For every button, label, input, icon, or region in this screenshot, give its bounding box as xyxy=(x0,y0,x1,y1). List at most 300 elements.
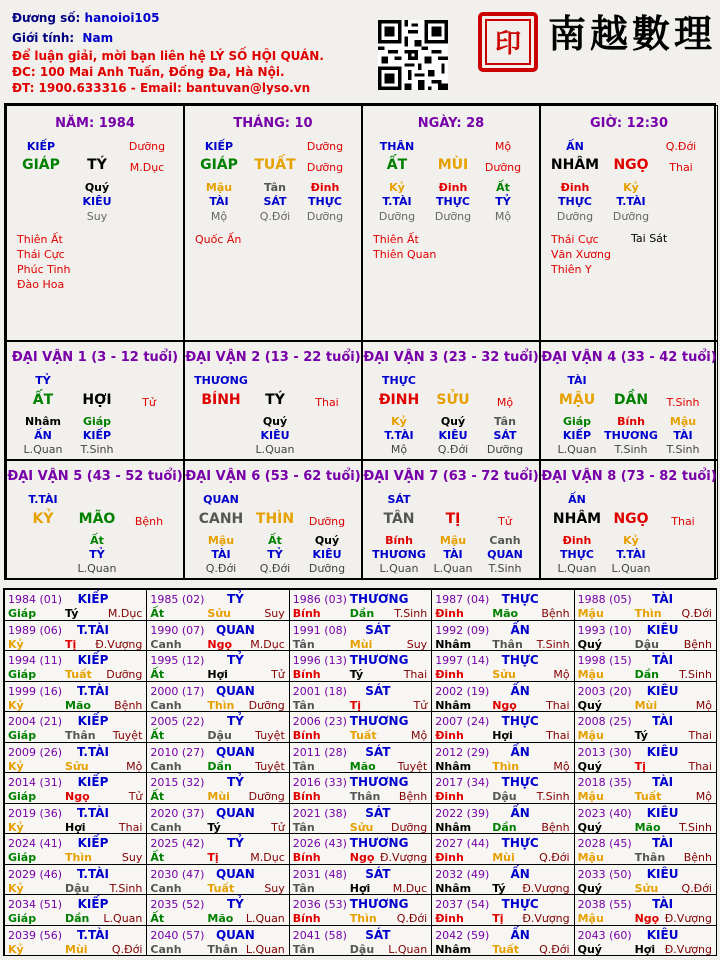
year-cell xyxy=(146,803,289,835)
hidden-stage: Dưỡng xyxy=(612,210,650,223)
year-label: 1996 (13) xyxy=(292,654,347,667)
dai-van-stage: Dưỡng xyxy=(308,515,346,528)
year-ten-god: THƯƠNG xyxy=(349,653,409,667)
year-cell xyxy=(4,620,147,652)
year-ten-god: QUAN xyxy=(215,683,255,698)
hidden-stage: Dưỡng xyxy=(378,210,416,223)
dai-van-chi: SỬU xyxy=(436,392,470,408)
dai-van-title: ĐẠI VẬN 7 (63 - 72 tuổi) xyxy=(363,469,539,484)
year-can: Tân xyxy=(292,637,315,651)
year-cell xyxy=(4,650,147,682)
year-stage: Bệnh xyxy=(541,607,570,620)
year-stage: Mộ xyxy=(410,729,428,742)
year-can: Nhâm xyxy=(435,881,472,895)
dai-van-ten-god: QUAN xyxy=(203,493,239,506)
hidden-stage: Dưỡng xyxy=(486,443,524,456)
year-cell xyxy=(146,894,289,926)
pillar-title: GIỜ: 12:30 xyxy=(590,116,668,131)
year-ten-god: SÁT xyxy=(365,927,391,942)
year-can: Đinh xyxy=(435,668,464,681)
hidden-stem: Canh xyxy=(489,534,521,547)
year-can: Đinh xyxy=(435,790,464,803)
hidden-stem: Mậu xyxy=(207,534,235,547)
hidden-stem: Giáp xyxy=(82,415,112,428)
year-ten-god: KIÊU xyxy=(646,683,679,698)
hidden-stage: L.Quan xyxy=(433,562,473,575)
year-label: 2018 (35) xyxy=(577,776,632,789)
year-stage: Thai xyxy=(118,820,143,834)
year-can: Tân xyxy=(292,820,315,834)
hidden-stage: T.Sinh xyxy=(488,562,522,575)
year-can: Quý xyxy=(577,820,602,834)
year-label: 2043 (60) xyxy=(577,928,632,942)
year-can: Bính xyxy=(292,668,321,681)
year-stage: M.Dục xyxy=(107,607,143,620)
hidden-ten-god: T.TÀI xyxy=(382,195,412,208)
year-can: Nhâm xyxy=(435,759,472,773)
hidden-ten-god: TÀI xyxy=(209,195,229,208)
year-label: 1984 (01) xyxy=(8,593,63,606)
year-stage: T.Sinh xyxy=(394,607,428,620)
pillar-chi: TUẤT xyxy=(254,157,296,173)
year-can: Tân xyxy=(292,759,315,773)
year-label: 2020 (37) xyxy=(150,806,205,820)
year-can: Canh xyxy=(150,881,182,895)
year-label: 2006 (23) xyxy=(292,715,347,728)
address-line: ĐC: 100 Mai Anh Tuấn, Đống Đa, Hà Nội. xyxy=(12,65,285,79)
year-stage: Tử xyxy=(128,790,143,803)
year-ten-god: T.TÀI xyxy=(77,866,109,881)
year-cell xyxy=(431,925,574,957)
year-chi: Mùi xyxy=(207,790,230,803)
year-can: Đinh xyxy=(435,607,464,620)
dai-van-ten-god: SÁT xyxy=(387,493,411,506)
year-label: 2042 (59) xyxy=(435,928,490,942)
site-title: 南越數理 xyxy=(548,11,717,56)
year-cell xyxy=(574,589,717,621)
hidden-ten-god: T.TÀI xyxy=(384,429,414,442)
year-label: 1985 (02) xyxy=(150,593,205,606)
hidden-stage: Dưỡng xyxy=(308,562,346,575)
dai-van-title: ĐẠI VẬN 1 (3 - 12 tuổi) xyxy=(11,350,179,365)
year-ten-god: TÀI xyxy=(652,775,674,789)
year-ten-god: KIÊU xyxy=(646,927,679,942)
year-ten-god: KIẾP xyxy=(77,836,109,850)
year-chi: Mùi xyxy=(634,698,658,712)
year-label: 2007 (24) xyxy=(435,715,490,728)
year-stage: M.Dục xyxy=(250,637,285,651)
hidden-stage: Mộ xyxy=(390,443,408,456)
year-ten-god: TÀI xyxy=(652,653,674,667)
year-stage: Mộ xyxy=(553,668,570,681)
year-can: Giáp xyxy=(8,851,37,864)
year-label: 2030 (47) xyxy=(150,867,205,881)
year-can: Kỷ xyxy=(8,820,24,834)
year-chi: Ngọ xyxy=(65,790,90,803)
year-label: 2010 (27) xyxy=(150,745,205,759)
year-ten-god: KIẾP xyxy=(77,714,109,728)
year-can: Tân xyxy=(292,942,315,956)
pillar-chi: NGỌ xyxy=(613,157,649,173)
year-cell xyxy=(431,711,574,743)
hidden-stage: Mộ xyxy=(494,210,512,223)
year-cell xyxy=(574,772,717,804)
header xyxy=(0,0,720,100)
gioi-tinh-line xyxy=(12,30,113,46)
year-label: 2003 (20) xyxy=(577,684,632,698)
star-label: Thái Cực xyxy=(17,248,65,261)
year-chi: Tị xyxy=(492,912,504,925)
year-cell xyxy=(4,772,147,804)
year-chi: Dậu xyxy=(207,729,232,742)
year-ten-god: QUAN xyxy=(215,927,255,942)
year-stage: Tuyệt xyxy=(255,759,285,773)
year-stage: Suy xyxy=(406,637,428,651)
dai-van-can: TÂN xyxy=(383,511,415,527)
year-cell xyxy=(146,772,289,804)
year-ten-god: TỶ xyxy=(226,897,244,911)
hidden-stem: Đinh xyxy=(310,181,340,194)
year-chi: Tuất xyxy=(207,881,235,895)
duong-so-line xyxy=(12,10,159,26)
year-ten-god: THƯƠNG xyxy=(349,836,409,850)
year-cell xyxy=(289,742,432,774)
year-chi: Ngọ xyxy=(634,912,660,925)
year-stage: Mộ xyxy=(126,759,143,773)
hidden-stem: Quý xyxy=(262,415,288,428)
dai-van-title: ĐẠI VẬN 2 (13 - 22 tuổi) xyxy=(185,350,361,365)
year-stage: T.Sinh xyxy=(679,820,712,834)
year-can: Bính xyxy=(292,607,321,620)
year-stage: Q.Đới xyxy=(539,942,570,956)
year-stage: Mộ xyxy=(553,759,570,773)
year-ten-god: T.TÀI xyxy=(77,744,109,759)
year-stage: Dưỡng xyxy=(248,698,285,712)
year-chi: Dần xyxy=(634,668,659,681)
year-cell xyxy=(289,925,432,957)
dai-van-cell xyxy=(362,460,540,579)
year-ten-god: THỰC xyxy=(501,714,539,728)
hidden-ten-god: SÁT xyxy=(493,429,517,442)
year-cell xyxy=(289,711,432,743)
year-stage: Suy xyxy=(264,607,285,620)
year-cell xyxy=(574,803,717,835)
year-stage: Mộ xyxy=(695,698,712,712)
hidden-stem: Mậu xyxy=(669,415,697,428)
dai-van-cell xyxy=(362,341,540,460)
hidden-stage: L.Quan xyxy=(23,443,63,456)
pillar-cell xyxy=(362,105,540,341)
year-ten-god: THƯƠNG xyxy=(349,897,409,911)
pillar-title: THÁNG: 10 xyxy=(233,116,313,131)
hidden-ten-god: KIẾP xyxy=(82,429,112,442)
year-chi: Hợi xyxy=(65,820,86,834)
year-can: Quý xyxy=(577,942,602,956)
year-cell xyxy=(574,833,717,865)
phone-line: ĐT: 1900.633316 - Email: bantuvan@lyso.vn xyxy=(12,81,311,95)
year-stage: Q.Đới xyxy=(111,942,143,956)
year-chi: Sửu xyxy=(492,668,516,681)
year-stage: Tuyệt xyxy=(112,729,143,742)
year-stage: Dưỡng xyxy=(248,790,285,803)
year-chi: Tuất xyxy=(492,942,519,956)
dai-van-ten-god: ẤN xyxy=(568,493,586,506)
dai-van-cell xyxy=(184,460,362,579)
year-label: 2035 (52) xyxy=(150,898,205,911)
year-chi: Hợi xyxy=(207,668,228,681)
hidden-stage: L.Quan xyxy=(557,562,597,575)
year-stage: L.Quan xyxy=(245,912,285,925)
dai-van-ten-god: THƯƠNG xyxy=(194,374,248,387)
year-chi: Tuất xyxy=(65,668,92,681)
year-stage: Dưỡng xyxy=(391,820,428,834)
year-chi: Dần xyxy=(65,912,90,925)
dai-van-cell xyxy=(540,460,718,579)
year-can: Quý xyxy=(577,637,602,651)
year-can: Giáp xyxy=(8,912,37,925)
year-ten-god: KIÊU xyxy=(646,805,679,820)
hidden-stage: Q.Đới xyxy=(437,443,469,456)
year-can: Canh xyxy=(150,637,182,651)
dai-van-cell xyxy=(6,341,184,460)
year-chi: Mão xyxy=(492,607,519,620)
year-chi: Dần xyxy=(349,607,375,620)
year-label: 2033 (50) xyxy=(577,867,632,881)
year-label: 2038 (55) xyxy=(577,898,632,911)
year-can: Ất xyxy=(150,607,165,620)
year-cell xyxy=(431,681,574,713)
pillar-can: GIÁP xyxy=(22,157,60,173)
pillar-can: ẤT xyxy=(386,157,408,173)
hidden-ten-god: T.TÀI xyxy=(616,548,646,561)
year-can: Giáp xyxy=(8,729,37,742)
year-cell xyxy=(4,742,147,774)
year-label: 2039 (56) xyxy=(8,928,63,942)
year-label: 2036 (53) xyxy=(292,898,347,911)
year-chi: Sửu xyxy=(634,881,659,895)
year-label: 2002 (19) xyxy=(435,684,490,698)
year-stage: Tuyệt xyxy=(397,759,428,773)
year-stage: L.Quan xyxy=(103,912,143,925)
four-pillars-grid xyxy=(4,103,716,580)
star-label: Thái Cực xyxy=(551,233,599,246)
pillar-chi: TÝ xyxy=(87,157,107,173)
year-can: Tân xyxy=(292,881,315,895)
star-label-right: Tai Sát xyxy=(631,232,668,245)
year-label: 2028 (45) xyxy=(577,837,632,850)
year-can: Kỷ xyxy=(8,759,24,773)
hidden-stem: Quý xyxy=(84,181,110,194)
year-chi: Thìn xyxy=(207,698,235,712)
year-ten-god: KIÊU xyxy=(646,866,679,881)
hidden-stage: T.Sinh xyxy=(614,443,648,456)
svg-text:印: 印 xyxy=(494,29,522,59)
dai-van-title: ĐẠI VẬN 4 (33 - 42 tuổi) xyxy=(541,350,717,365)
year-chi: Tị xyxy=(207,851,219,864)
year-label: 2009 (26) xyxy=(8,745,63,759)
year-cell xyxy=(289,589,432,621)
hidden-ten-god: THỰC xyxy=(558,195,592,208)
year-stage: T.Sinh xyxy=(536,790,570,803)
year-stage: Q.Đới xyxy=(539,851,570,864)
year-cell xyxy=(431,772,574,804)
year-chi: Dậu xyxy=(634,637,659,651)
year-chi: Tuất xyxy=(349,729,377,742)
year-label: 2021 (38) xyxy=(292,806,347,820)
year-ten-god: TÀI xyxy=(652,592,674,606)
dai-van-can: KỶ xyxy=(32,511,54,527)
year-stage: Q.Đới xyxy=(396,912,428,925)
year-cell xyxy=(431,620,574,652)
year-ten-god: ẤN xyxy=(510,805,530,820)
hidden-stem: Đinh xyxy=(562,534,592,547)
year-label: 1993 (10) xyxy=(577,623,632,637)
dai-van-chi: MÃO xyxy=(78,511,116,527)
hidden-ten-god: KIÊU xyxy=(438,429,468,442)
hidden-stem: Quý xyxy=(440,415,466,428)
year-cell xyxy=(574,681,717,713)
year-cell xyxy=(289,894,432,926)
year-label: 1987 (04) xyxy=(435,593,490,606)
hidden-stage: Dưỡng xyxy=(306,210,344,223)
pillar-can: GIÁP xyxy=(200,157,238,173)
year-stage: Thai xyxy=(546,729,570,742)
year-ten-god: QUAN xyxy=(215,622,255,637)
year-label: 1997 (14) xyxy=(435,654,490,667)
hidden-stem: Tân xyxy=(494,415,516,428)
hidden-stage: Dưỡng xyxy=(556,210,594,223)
year-ten-god: TÀI xyxy=(652,836,674,850)
hidden-ten-god: KIÊU xyxy=(82,195,112,208)
pillar-can: NHÂM xyxy=(550,157,600,173)
year-can: Mậu xyxy=(577,790,604,803)
dai-van-chi: TÝ xyxy=(265,392,285,408)
year-chi: Thân xyxy=(634,851,666,864)
year-ten-god: TÀI xyxy=(652,897,674,911)
year-ten-god: ẤN xyxy=(510,622,530,637)
star-label: Quốc Ấn xyxy=(195,233,242,246)
year-cell xyxy=(574,925,717,957)
year-label: 1986 (03) xyxy=(292,593,347,606)
year-chi: Ngọ xyxy=(492,698,517,712)
year-can: Mậu xyxy=(577,668,604,681)
year-can: Quý xyxy=(577,881,602,895)
pillar-cell xyxy=(540,105,718,341)
year-chi: Tý xyxy=(634,729,648,742)
star-label: Thiên Ất xyxy=(373,233,419,246)
hidden-ten-god: KIÊU xyxy=(260,429,290,442)
year-ten-god: ẤN xyxy=(510,744,530,759)
year-can: Giáp xyxy=(8,790,37,803)
year-chi: Tý xyxy=(349,668,364,681)
year-chi: Mão xyxy=(634,820,661,834)
year-cell xyxy=(289,803,432,835)
year-stage: Suy xyxy=(264,881,285,895)
year-cell xyxy=(4,589,147,621)
year-chi: Dần xyxy=(207,759,232,773)
star-label: Phúc Tinh xyxy=(17,263,71,276)
dai-van-stage: Thai xyxy=(315,396,339,409)
year-chi: Thân xyxy=(492,637,523,651)
pillar-stage-2: Thai xyxy=(669,161,693,174)
year-chi: Hợi xyxy=(349,881,371,895)
year-chi: Tý xyxy=(492,881,506,895)
dai-van-can: BÍNH xyxy=(201,392,241,408)
hidden-stage: L.Quan xyxy=(255,443,295,456)
pillar-ten-god: THÂN xyxy=(379,140,415,153)
year-cell xyxy=(4,833,147,865)
year-ten-god: THƯƠNG xyxy=(349,714,409,728)
hidden-stage: Q.Đới xyxy=(259,562,291,575)
year-can: Nhâm xyxy=(435,698,472,712)
year-can: Ất xyxy=(150,668,165,681)
year-ten-god: SÁT xyxy=(365,744,391,759)
year-chi: Dậu xyxy=(65,881,90,895)
seal-icon xyxy=(478,12,538,72)
year-cell xyxy=(4,925,147,957)
year-cell xyxy=(146,650,289,682)
year-ten-god: THỰC xyxy=(501,653,539,667)
year-stage: Q.Đới xyxy=(681,881,712,895)
pillar-chi: MÙI xyxy=(437,157,469,173)
year-ten-god: T.TÀI xyxy=(77,927,109,942)
year-can: Đinh xyxy=(435,851,464,864)
year-ten-god: TỶ xyxy=(226,653,244,667)
year-cell xyxy=(146,742,289,774)
year-ten-god: THỰC xyxy=(501,775,539,789)
year-stage: Đ.Vượng xyxy=(379,851,428,864)
year-chi: Hợi xyxy=(634,942,656,956)
year-cell xyxy=(574,620,717,652)
hidden-stage: L.Quan xyxy=(611,562,651,575)
hidden-stage: Suy xyxy=(86,210,108,223)
year-ten-god: THỰC xyxy=(501,897,539,911)
year-cell xyxy=(574,864,717,896)
pillar-stage-2: Dưỡng xyxy=(306,161,344,174)
hidden-stem: Ất xyxy=(268,534,282,547)
year-ten-god: SÁT xyxy=(365,622,391,637)
dai-van-ten-god: TỶ xyxy=(35,374,51,387)
year-stage: L.Quan xyxy=(388,942,428,956)
year-chi: Sửu xyxy=(207,607,231,620)
year-label: 2025 (42) xyxy=(150,837,205,850)
year-can: Tân xyxy=(292,698,315,712)
year-label: 2015 (32) xyxy=(150,776,205,789)
year-chi: Thân xyxy=(65,729,96,742)
year-label: 2001 (18) xyxy=(292,684,347,698)
dai-van-ten-god: TÀI xyxy=(567,374,587,387)
year-label: 1999 (16) xyxy=(8,684,63,698)
year-ten-god: ẤN xyxy=(510,683,530,698)
year-stage: Đ.Vượng xyxy=(522,881,570,895)
pillar-title: NĂM: 1984 xyxy=(55,116,135,131)
dai-van-chi: HỢI xyxy=(82,392,112,408)
year-cell xyxy=(431,803,574,835)
year-cell xyxy=(4,803,147,835)
dai-van-title: ĐẠI VẬN 8 (73 - 82 tuổi) xyxy=(541,469,717,484)
year-ten-god: KIÊU xyxy=(646,744,679,759)
year-stage: Bệnh xyxy=(398,790,428,803)
year-label: 2037 (54) xyxy=(435,898,490,911)
year-stage: M.Dục xyxy=(250,851,285,864)
year-cell xyxy=(146,925,289,957)
pillar-stage: Dưỡng xyxy=(306,140,344,153)
year-ten-god: ẤN xyxy=(510,866,530,881)
year-ten-god: SÁT xyxy=(365,866,391,881)
seal-stamp xyxy=(478,12,538,72)
duong-so-value: hanoioi105 xyxy=(84,11,160,25)
year-can: Đinh xyxy=(435,729,464,742)
